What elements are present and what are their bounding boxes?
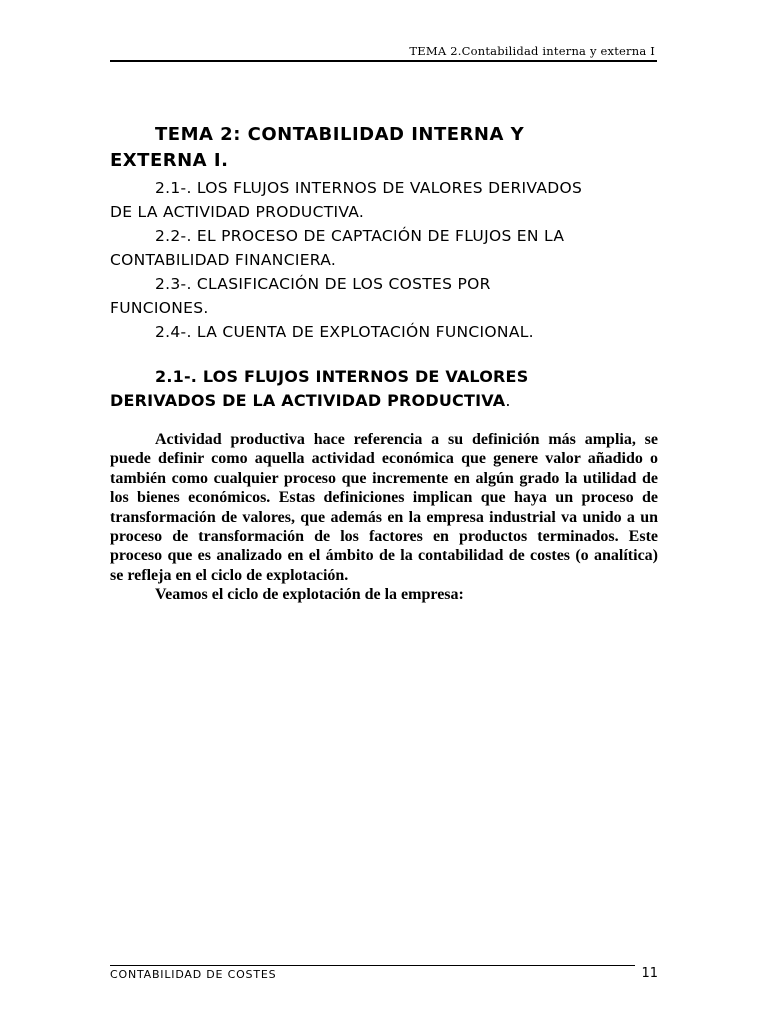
section-title-line-1: LOS FLUJOS INTERNOS DE VALORES xyxy=(202,367,529,386)
section-number: 2.1-. xyxy=(155,367,198,386)
paragraph-1: Actividad productiva hace referencia a su definición más amplia, se puede definir como aquella actividad económica que genere valor añadido o también como cualquier proceso que incremente en algún grado la utilidad de los bienes económicos. Estas definiciones implican que haya un proceso de transformación de valores, que además en la empresa industrial va unido a un proceso de transformación de los factores en productos terminados. Este proceso que es analizado en el ámbito de la contabilidad de costes (o analítica) se refleja en el ciclo de explotación. xyxy=(110,431,658,584)
toc-item-2-line-2: CONTABILIDAD FINANCIERA. xyxy=(110,251,337,269)
toc-item-4-line-1: 2.4-. LA CUENTA DE EXPLOTACIÓN FUNCIONAL. xyxy=(155,323,534,341)
page-header xyxy=(110,44,657,62)
section-period: . xyxy=(505,391,511,410)
page-title xyxy=(110,122,660,174)
running-title: TEMA 2.Contabilidad interna y externa I xyxy=(409,44,655,58)
title-line-1: TEMA 2: CONTABILIDAD INTERNA Y xyxy=(155,124,525,145)
footer-title: CONTABILIDAD DE COSTES xyxy=(110,968,277,981)
toc-item-1-line-1: 2.1-. LOS FLUJOS INTERNOS DE VALORES DERIVADOS xyxy=(155,179,583,197)
page-number: 11 xyxy=(641,966,658,981)
section-heading xyxy=(110,365,670,413)
toc-item-3-line-2: FUNCIONES. xyxy=(110,299,209,317)
title-line-2: EXTERNA I. xyxy=(110,150,229,171)
body-text xyxy=(110,430,658,605)
toc-item-2-line-1: 2.2-. EL PROCESO DE CAPTACIÓN DE FLUJOS EN LA xyxy=(155,227,565,245)
footer-rule xyxy=(110,965,635,966)
paragraph-2: Veamos el ciclo de explotación de la empresa: xyxy=(155,586,464,604)
section-title-line-2: DERIVADOS DE LA ACTIVIDAD PRODUCTIVA xyxy=(110,391,506,410)
toc-item-1-line-2: DE LA ACTIVIDAD PRODUCTIVA. xyxy=(110,203,365,221)
toc-item-3-line-1: 2.3-. CLASIFICACIÓN DE LOS COSTES POR xyxy=(155,275,491,293)
table-of-contents xyxy=(110,176,670,344)
